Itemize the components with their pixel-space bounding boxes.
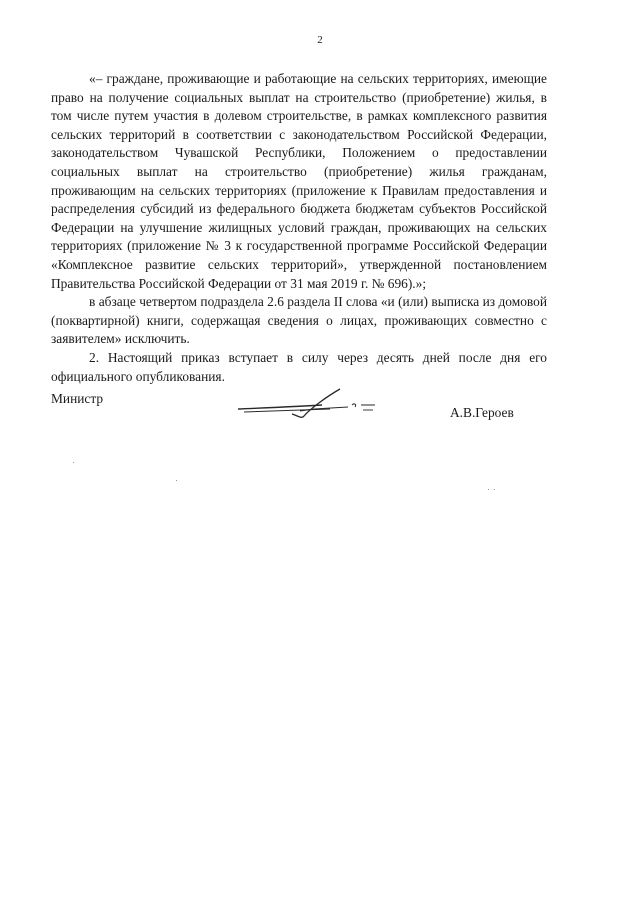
handwritten-signature: [230, 383, 380, 428]
scan-speck: [488, 489, 489, 490]
paragraph-amendment-quote: «– граждане, проживающие и работающие на сельских территориях, имеющие право на получение социальных выплат на строительство (приобретение) жилья, в том числе путем участия в долевом строительстве, в рамках комплексного развития сельских территорий в соответствии с законодательством Российской Федерации, законодательством Чувашской Республики, Положением о предоставлении социальных выплат на строительство (приобретение) жилья гражданам, проживающим на сельских территориях (приложение к Правилам предоставления и распределения субсидий из федерального бюджета бюджетам субъектов Российской Федерации на улучшение жилищных условий граждан, проживающих на сельских территориях (приложение № 3 к государственной программе Российской Федерации «Комплексное развитие сельских территорий», утвержденной постановлением Правительства Российской Федерации от 31 мая 2019 г. № 696).»;: [51, 71, 547, 291]
page-number: 2: [317, 34, 323, 46]
paragraph-effective-date: 2. Настоящий приказ вступает в силу через десять дней после дня его официального опубликования.: [51, 349, 547, 384]
body-text: [51, 70, 547, 386]
paragraph-amendment-2-6: в абзаце четвертом подраздела 2.6 раздела II слова «и (или) выписка из домовой (поквартирной) книги, содержащая сведения о лицах, проживающих совместно с заявителем» исключить.: [51, 294, 547, 347]
signatory-title: Министр: [51, 391, 104, 406]
signatory-name: А.В.Героев: [450, 405, 514, 420]
scan-speck: [494, 489, 495, 490]
scan-speck: [73, 462, 74, 463]
scan-speck: [176, 480, 177, 481]
